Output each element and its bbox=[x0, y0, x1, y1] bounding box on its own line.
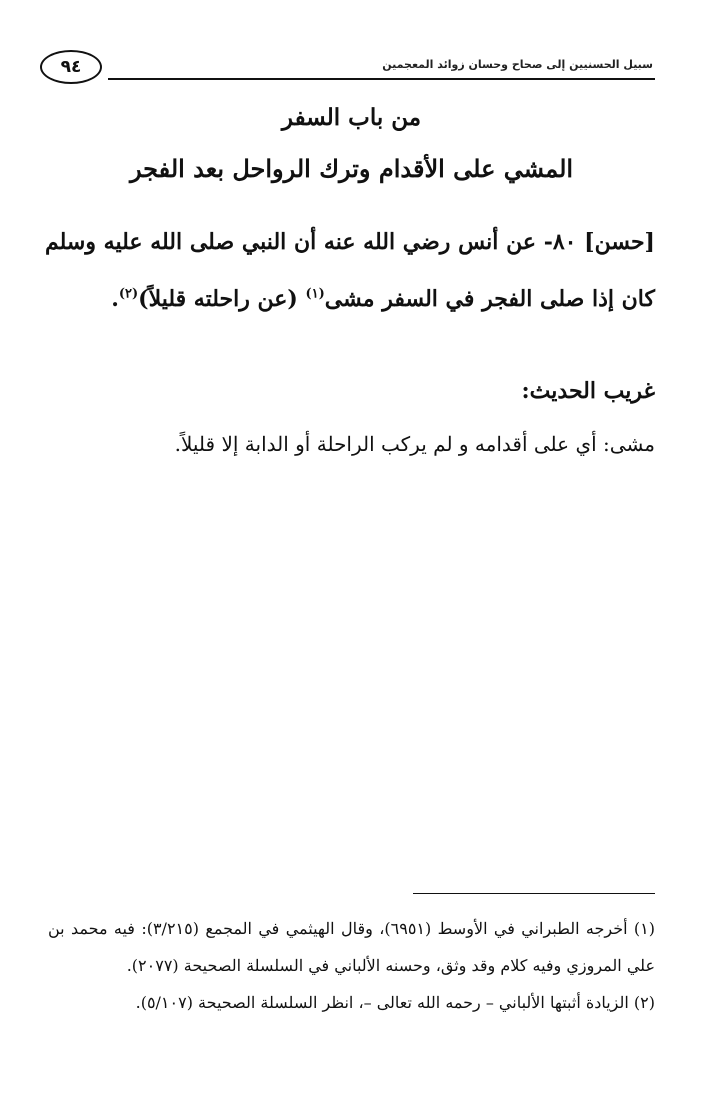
page-number bbox=[40, 50, 102, 84]
footnote-1: (١) أخرجه الطبراني في الأوسط (٦٩٥١)، وقال الهيثمي في المجمع (٣/٢١٥): فيه محمد بن علي المروزي وفيه كلام وقد وثق، وحسنه الألباني في السلسلة الصحيحة (٢٠٧٧). bbox=[48, 919, 655, 975]
gharib-text: مشى: أي على أقدامه و لم يركب الراحلة أو الدابة إلا قليلاً. bbox=[174, 432, 655, 456]
footnote-marker-2[interactable]: (٢) bbox=[118, 286, 139, 302]
section-title: المشي على الأقدام وترك الرواحل بعد الفجر bbox=[129, 154, 574, 183]
footnote-marker-1[interactable]: (١) bbox=[305, 286, 325, 302]
hadith-text-part2: (عن راحلته قليلاً) bbox=[138, 286, 298, 312]
hadith-paragraph bbox=[45, 214, 655, 328]
gharib-heading: غريب الحديث: bbox=[521, 378, 655, 404]
page-number-text: ٩٤ bbox=[60, 57, 82, 77]
hadith-text-part1: عن أنس رضي الله عنه أن النبي صلى الله عليه وسلم كان إذا صلى الفجر في السفر مشى bbox=[45, 229, 655, 312]
hadith-number: ٨٠- bbox=[543, 229, 577, 255]
hadith-grade: [حسن] bbox=[584, 229, 655, 255]
footnote-divider bbox=[413, 893, 655, 894]
hadith-end: . bbox=[111, 286, 119, 312]
footnotes bbox=[48, 910, 655, 1021]
header-divider bbox=[108, 78, 655, 80]
footnote-2: (٢) الزيادة أثبتها الألباني – رحمه الله تعالى –، انظر السلسلة الصحيحة (٥/١٠٧). bbox=[135, 993, 655, 1012]
chapter-title: من باب السفر bbox=[281, 104, 422, 131]
running-header-title: سبيل الحسنيين إلى صحاح وحسان زوائد المعجمين bbox=[382, 58, 653, 71]
